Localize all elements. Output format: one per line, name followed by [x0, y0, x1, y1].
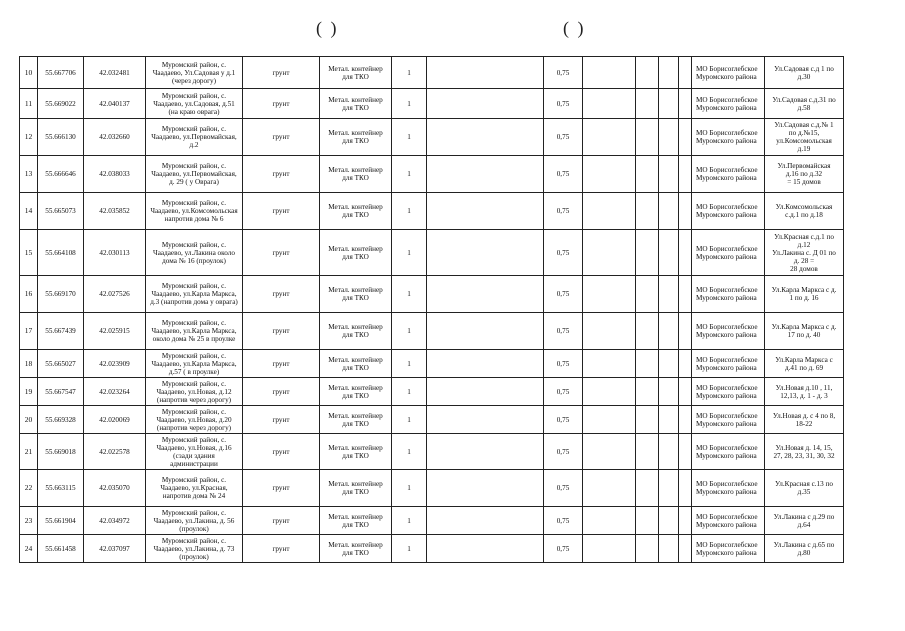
container-volume-cell: 0,75: [544, 470, 583, 507]
table-row: [20, 57, 844, 89]
longitude-cell: 42.023264: [84, 378, 146, 406]
latitude-cell: 55.667547: [38, 378, 84, 406]
container-type-cell: Метал. контейнер для ТКО: [320, 119, 392, 156]
empty-cell: [427, 313, 544, 350]
empty-cell: [583, 378, 636, 406]
address-cell: Муромский район, с. Чаадаево, ул.Карла Маркса, д.57 ( в проулке): [146, 350, 243, 378]
surface-type-cell: грунт: [243, 193, 320, 230]
container-type-cell: Метал. контейнер для ТКО: [320, 535, 392, 563]
empty-cell: [583, 230, 636, 276]
table-row: [20, 470, 844, 507]
container-type-cell: Метал. контейнер для ТКО: [320, 156, 392, 193]
empty-cell: [679, 230, 692, 276]
row-number: 18: [20, 350, 38, 378]
owner-organization-cell: МО Борисоглебское Муромского района: [692, 276, 765, 313]
longitude-cell: 42.038033: [84, 156, 146, 193]
owner-organization-cell: МО Борисоглебское Муромского района: [692, 535, 765, 563]
empty-cell: [679, 350, 692, 378]
table-row: [20, 535, 844, 563]
latitude-cell: 55.665073: [38, 193, 84, 230]
surface-type-cell: грунт: [243, 406, 320, 434]
container-volume-cell: 0,75: [544, 434, 583, 470]
table-row: [20, 434, 844, 470]
empty-cell: [679, 507, 692, 535]
longitude-cell: 42.023909: [84, 350, 146, 378]
container-volume-cell: 0,75: [544, 350, 583, 378]
surface-type-cell: грунт: [243, 230, 320, 276]
surface-type-cell: грунт: [243, 276, 320, 313]
empty-cell: [583, 89, 636, 119]
container-volume-cell: 0,75: [544, 230, 583, 276]
surface-type-cell: грунт: [243, 89, 320, 119]
container-count-cell: 1: [392, 193, 427, 230]
container-type-cell: Метал. контейнер для ТКО: [320, 89, 392, 119]
longitude-cell: 42.022578: [84, 434, 146, 470]
container-type-cell: Метал. контейнер для ТКО: [320, 378, 392, 406]
container-volume-cell: 0,75: [544, 378, 583, 406]
row-number: 11: [20, 89, 38, 119]
container-type-cell: Метал. контейнер для ТКО: [320, 313, 392, 350]
empty-cell: [679, 313, 692, 350]
row-number: 15: [20, 230, 38, 276]
container-count-cell: 1: [392, 507, 427, 535]
served-addresses-cell: Ул.Новая д. 14, 15, 27, 28, 23, 31, 30, 32: [765, 434, 844, 470]
empty-cell: [636, 57, 659, 89]
latitude-cell: 55.665027: [38, 350, 84, 378]
empty-cell: [636, 507, 659, 535]
longitude-cell: 42.040137: [84, 89, 146, 119]
empty-cell: [583, 156, 636, 193]
empty-cell: [636, 313, 659, 350]
row-number: 17: [20, 313, 38, 350]
table-row: [20, 119, 844, 156]
empty-cell: [659, 350, 679, 378]
longitude-cell: 42.035070: [84, 470, 146, 507]
container-type-cell: Метал. контейнер для ТКО: [320, 434, 392, 470]
latitude-cell: 55.666130: [38, 119, 84, 156]
row-number: 24: [20, 535, 38, 563]
table-row: [20, 230, 844, 276]
longitude-cell: 42.032660: [84, 119, 146, 156]
address-cell: Муромский район, с. Чаадаево, ул.Лакина, д. 56 (проулок): [146, 507, 243, 535]
container-count-cell: 1: [392, 350, 427, 378]
empty-cell: [636, 470, 659, 507]
empty-cell: [679, 89, 692, 119]
container-type-cell: Метал. контейнер для ТКО: [320, 276, 392, 313]
empty-cell: [679, 434, 692, 470]
owner-organization-cell: МО Борисоглебское Муромского района: [692, 230, 765, 276]
served-addresses-cell: Ул.Новая д. с 4 по 8, 18-22: [765, 406, 844, 434]
container-count-cell: 1: [392, 57, 427, 89]
table-row: [20, 89, 844, 119]
empty-cell: [427, 434, 544, 470]
longitude-cell: 42.035852: [84, 193, 146, 230]
owner-organization-cell: МО Борисоглебское Муромского района: [692, 193, 765, 230]
empty-cell: [659, 507, 679, 535]
container-type-cell: Метал. контейнер для ТКО: [320, 230, 392, 276]
binder-hole-mark-left: ( ): [316, 18, 339, 38]
empty-cell: [659, 378, 679, 406]
served-addresses-cell: Ул.Лакина с д.29 по д.64: [765, 507, 844, 535]
container-count-cell: 1: [392, 276, 427, 313]
row-number: 16: [20, 276, 38, 313]
table-row: [20, 193, 844, 230]
row-number: 14: [20, 193, 38, 230]
container-volume-cell: 0,75: [544, 119, 583, 156]
served-addresses-cell: Ул.Красная с.д.1 по д.12 Ул.Лакина с. Д 01 по д. 28 = 28 домов: [765, 230, 844, 276]
empty-cell: [659, 470, 679, 507]
empty-cell: [427, 156, 544, 193]
empty-cell: [583, 350, 636, 378]
row-number: 23: [20, 507, 38, 535]
container-type-cell: Метал. контейнер для ТКО: [320, 507, 392, 535]
container-type-cell: Метал. контейнер для ТКО: [320, 406, 392, 434]
address-cell: Муромский район, с. Чаадаево, ул.Красная, напротив дома № 24: [146, 470, 243, 507]
empty-cell: [679, 406, 692, 434]
empty-cell: [583, 57, 636, 89]
empty-cell: [427, 507, 544, 535]
empty-cell: [636, 89, 659, 119]
empty-cell: [659, 313, 679, 350]
table-row: [20, 507, 844, 535]
container-count-cell: 1: [392, 119, 427, 156]
served-addresses-cell: Ул.Карла Маркса с д. 1 по д. 16: [765, 276, 844, 313]
empty-cell: [636, 535, 659, 563]
empty-cell: [636, 193, 659, 230]
empty-cell: [636, 434, 659, 470]
empty-cell: [659, 434, 679, 470]
surface-type-cell: грунт: [243, 57, 320, 89]
container-count-cell: 1: [392, 230, 427, 276]
owner-organization-cell: МО Борисоглебское Муромского района: [692, 378, 765, 406]
row-number: 10: [20, 57, 38, 89]
latitude-cell: 55.664108: [38, 230, 84, 276]
container-volume-cell: 0,75: [544, 193, 583, 230]
longitude-cell: 42.034972: [84, 507, 146, 535]
empty-cell: [427, 193, 544, 230]
row-number: 13: [20, 156, 38, 193]
address-cell: Муромский район, с. Чаадаево, ул.Новая, д.12 (напротив через дорогу): [146, 378, 243, 406]
latitude-cell: 55.669022: [38, 89, 84, 119]
table-row: [20, 156, 844, 193]
longitude-cell: 42.027526: [84, 276, 146, 313]
container-count-cell: 1: [392, 378, 427, 406]
container-volume-cell: 0,75: [544, 406, 583, 434]
served-addresses-cell: Ул.Садовая с.д.31 по д.58: [765, 89, 844, 119]
empty-cell: [659, 156, 679, 193]
empty-cell: [427, 406, 544, 434]
container-volume-cell: 0,75: [544, 535, 583, 563]
waste-site-registry-table: [19, 56, 844, 563]
owner-organization-cell: МО Борисоглебское Муромского района: [692, 350, 765, 378]
empty-cell: [427, 57, 544, 89]
empty-cell: [427, 119, 544, 156]
longitude-cell: 42.030113: [84, 230, 146, 276]
latitude-cell: 55.661458: [38, 535, 84, 563]
surface-type-cell: грунт: [243, 119, 320, 156]
empty-cell: [636, 119, 659, 156]
empty-cell: [583, 434, 636, 470]
empty-cell: [679, 378, 692, 406]
empty-cell: [583, 193, 636, 230]
empty-cell: [636, 378, 659, 406]
owner-organization-cell: МО Борисоглебское Муромского района: [692, 57, 765, 89]
row-number: 22: [20, 470, 38, 507]
container-volume-cell: 0,75: [544, 313, 583, 350]
empty-cell: [679, 119, 692, 156]
empty-cell: [679, 156, 692, 193]
container-type-cell: Метал. контейнер для ТКО: [320, 193, 392, 230]
empty-cell: [427, 276, 544, 313]
served-addresses-cell: Ул.Садовая с.д 1 по д.30: [765, 57, 844, 89]
longitude-cell: 42.037097: [84, 535, 146, 563]
container-count-cell: 1: [392, 156, 427, 193]
container-volume-cell: 0,75: [544, 57, 583, 89]
empty-cell: [679, 57, 692, 89]
address-cell: Муромский район, с. Чаадаево, ул.Первомайская, д. 29 ( у Оврага): [146, 156, 243, 193]
address-cell: Муромский район, с. Чаадаево, ул.Новая, д.16 (сзади здания администрации: [146, 434, 243, 470]
table-row: [20, 313, 844, 350]
table-row: [20, 378, 844, 406]
empty-cell: [659, 276, 679, 313]
container-type-cell: Метал. контейнер для ТКО: [320, 57, 392, 89]
row-number: 20: [20, 406, 38, 434]
empty-cell: [659, 89, 679, 119]
surface-type-cell: грунт: [243, 378, 320, 406]
empty-cell: [427, 350, 544, 378]
surface-type-cell: грунт: [243, 470, 320, 507]
container-type-cell: Метал. контейнер для ТКО: [320, 470, 392, 507]
served-addresses-cell: Ул.Садовая с.д.№ 1 по д.№15, ул.Комсомольская д.19: [765, 119, 844, 156]
empty-cell: [583, 313, 636, 350]
owner-organization-cell: МО Борисоглебское Муромского района: [692, 156, 765, 193]
row-number: 12: [20, 119, 38, 156]
empty-cell: [427, 230, 544, 276]
container-count-cell: 1: [392, 535, 427, 563]
served-addresses-cell: Ул.Красная с.13 по д.35: [765, 470, 844, 507]
empty-cell: [636, 276, 659, 313]
served-addresses-cell: Ул.Карла Маркса с д.41 по д. 69: [765, 350, 844, 378]
empty-cell: [659, 406, 679, 434]
container-count-cell: 1: [392, 313, 427, 350]
container-count-cell: 1: [392, 470, 427, 507]
owner-organization-cell: МО Борисоглебское Муромского района: [692, 434, 765, 470]
address-cell: Муромский район, с. Чаадаево, ул.Первомайская, д.2: [146, 119, 243, 156]
empty-cell: [427, 470, 544, 507]
latitude-cell: 55.669328: [38, 406, 84, 434]
served-addresses-cell: Ул.Комсомольская с.д.1 по д.18: [765, 193, 844, 230]
empty-cell: [636, 350, 659, 378]
surface-type-cell: грунт: [243, 156, 320, 193]
empty-cell: [659, 119, 679, 156]
owner-organization-cell: МО Борисоглебское Муромского района: [692, 119, 765, 156]
container-volume-cell: 0,75: [544, 89, 583, 119]
longitude-cell: 42.020069: [84, 406, 146, 434]
latitude-cell: 55.666646: [38, 156, 84, 193]
empty-cell: [679, 470, 692, 507]
address-cell: Муромский район, с. Чаадаево, ул.Карла Маркса, д.3 (напротив дома у оврага): [146, 276, 243, 313]
owner-organization-cell: МО Борисоглебское Муромского района: [692, 470, 765, 507]
container-volume-cell: 0,75: [544, 507, 583, 535]
owner-organization-cell: МО Борисоглебское Муромского района: [692, 406, 765, 434]
empty-cell: [679, 535, 692, 563]
surface-type-cell: грунт: [243, 434, 320, 470]
surface-type-cell: грунт: [243, 507, 320, 535]
row-number: 21: [20, 434, 38, 470]
served-addresses-cell: Ул.Карла Маркса с д. 17 по д. 40: [765, 313, 844, 350]
empty-cell: [659, 535, 679, 563]
table-body: [20, 57, 844, 563]
address-cell: Муромский район, с. Чаадаево, ул.Лакина около дома № 16 (проулок): [146, 230, 243, 276]
empty-cell: [583, 119, 636, 156]
empty-cell: [636, 406, 659, 434]
owner-organization-cell: МО Борисоглебское Муромского района: [692, 89, 765, 119]
binder-hole-mark-right: ( ): [563, 18, 586, 38]
container-volume-cell: 0,75: [544, 156, 583, 193]
longitude-cell: 42.032481: [84, 57, 146, 89]
latitude-cell: 55.667706: [38, 57, 84, 89]
empty-cell: [583, 276, 636, 313]
empty-cell: [636, 156, 659, 193]
address-cell: Муромский район, с. Чаадаево, ул.Садовая, д.51 (на краю оврага): [146, 89, 243, 119]
empty-cell: [427, 89, 544, 119]
address-cell: Муромский район, с. Чаадаево, ул.Комсомольская напротив дома № 6: [146, 193, 243, 230]
longitude-cell: 42.025915: [84, 313, 146, 350]
row-number: 19: [20, 378, 38, 406]
empty-cell: [427, 378, 544, 406]
empty-cell: [636, 230, 659, 276]
latitude-cell: 55.667439: [38, 313, 84, 350]
container-count-cell: 1: [392, 89, 427, 119]
empty-cell: [659, 230, 679, 276]
owner-organization-cell: МО Борисоглебское Муромского района: [692, 507, 765, 535]
latitude-cell: 55.669170: [38, 276, 84, 313]
empty-cell: [659, 57, 679, 89]
address-cell: Муромский район, с. Чаадаево, ул.Карла Маркса, около дома № 25 в проулке: [146, 313, 243, 350]
address-cell: Муромский район, с. Чаадаево, Ул.Садовая у д.1 (через дорогу): [146, 57, 243, 89]
served-addresses-cell: Ул.Лакина с д.65 по д.80: [765, 535, 844, 563]
empty-cell: [679, 193, 692, 230]
address-cell: Муромский район, с. Чаадаево, ул.Лакина, д. 73 (проулок): [146, 535, 243, 563]
address-cell: Муромский район, с. Чаадаево, ул.Новая, д.20 (напротив через дорогу): [146, 406, 243, 434]
latitude-cell: 55.669018: [38, 434, 84, 470]
latitude-cell: 55.663115: [38, 470, 84, 507]
empty-cell: [583, 470, 636, 507]
table-row: [20, 350, 844, 378]
empty-cell: [583, 507, 636, 535]
empty-cell: [427, 535, 544, 563]
table-row: [20, 276, 844, 313]
container-volume-cell: 0,75: [544, 276, 583, 313]
surface-type-cell: грунт: [243, 313, 320, 350]
table-row: [20, 406, 844, 434]
container-count-cell: 1: [392, 406, 427, 434]
surface-type-cell: грунт: [243, 350, 320, 378]
latitude-cell: 55.661904: [38, 507, 84, 535]
empty-cell: [659, 193, 679, 230]
empty-cell: [583, 535, 636, 563]
empty-cell: [583, 406, 636, 434]
empty-cell: [679, 276, 692, 313]
owner-organization-cell: МО Борисоглебское Муромского района: [692, 313, 765, 350]
served-addresses-cell: Ул.Первомайская д.16 по д.32 = 15 домов: [765, 156, 844, 193]
served-addresses-cell: Ул.Новая д.10 , 11, 12,13, д. 1 - д. 3: [765, 378, 844, 406]
container-type-cell: Метал. контейнер для ТКО: [320, 350, 392, 378]
container-count-cell: 1: [392, 434, 427, 470]
surface-type-cell: грунт: [243, 535, 320, 563]
